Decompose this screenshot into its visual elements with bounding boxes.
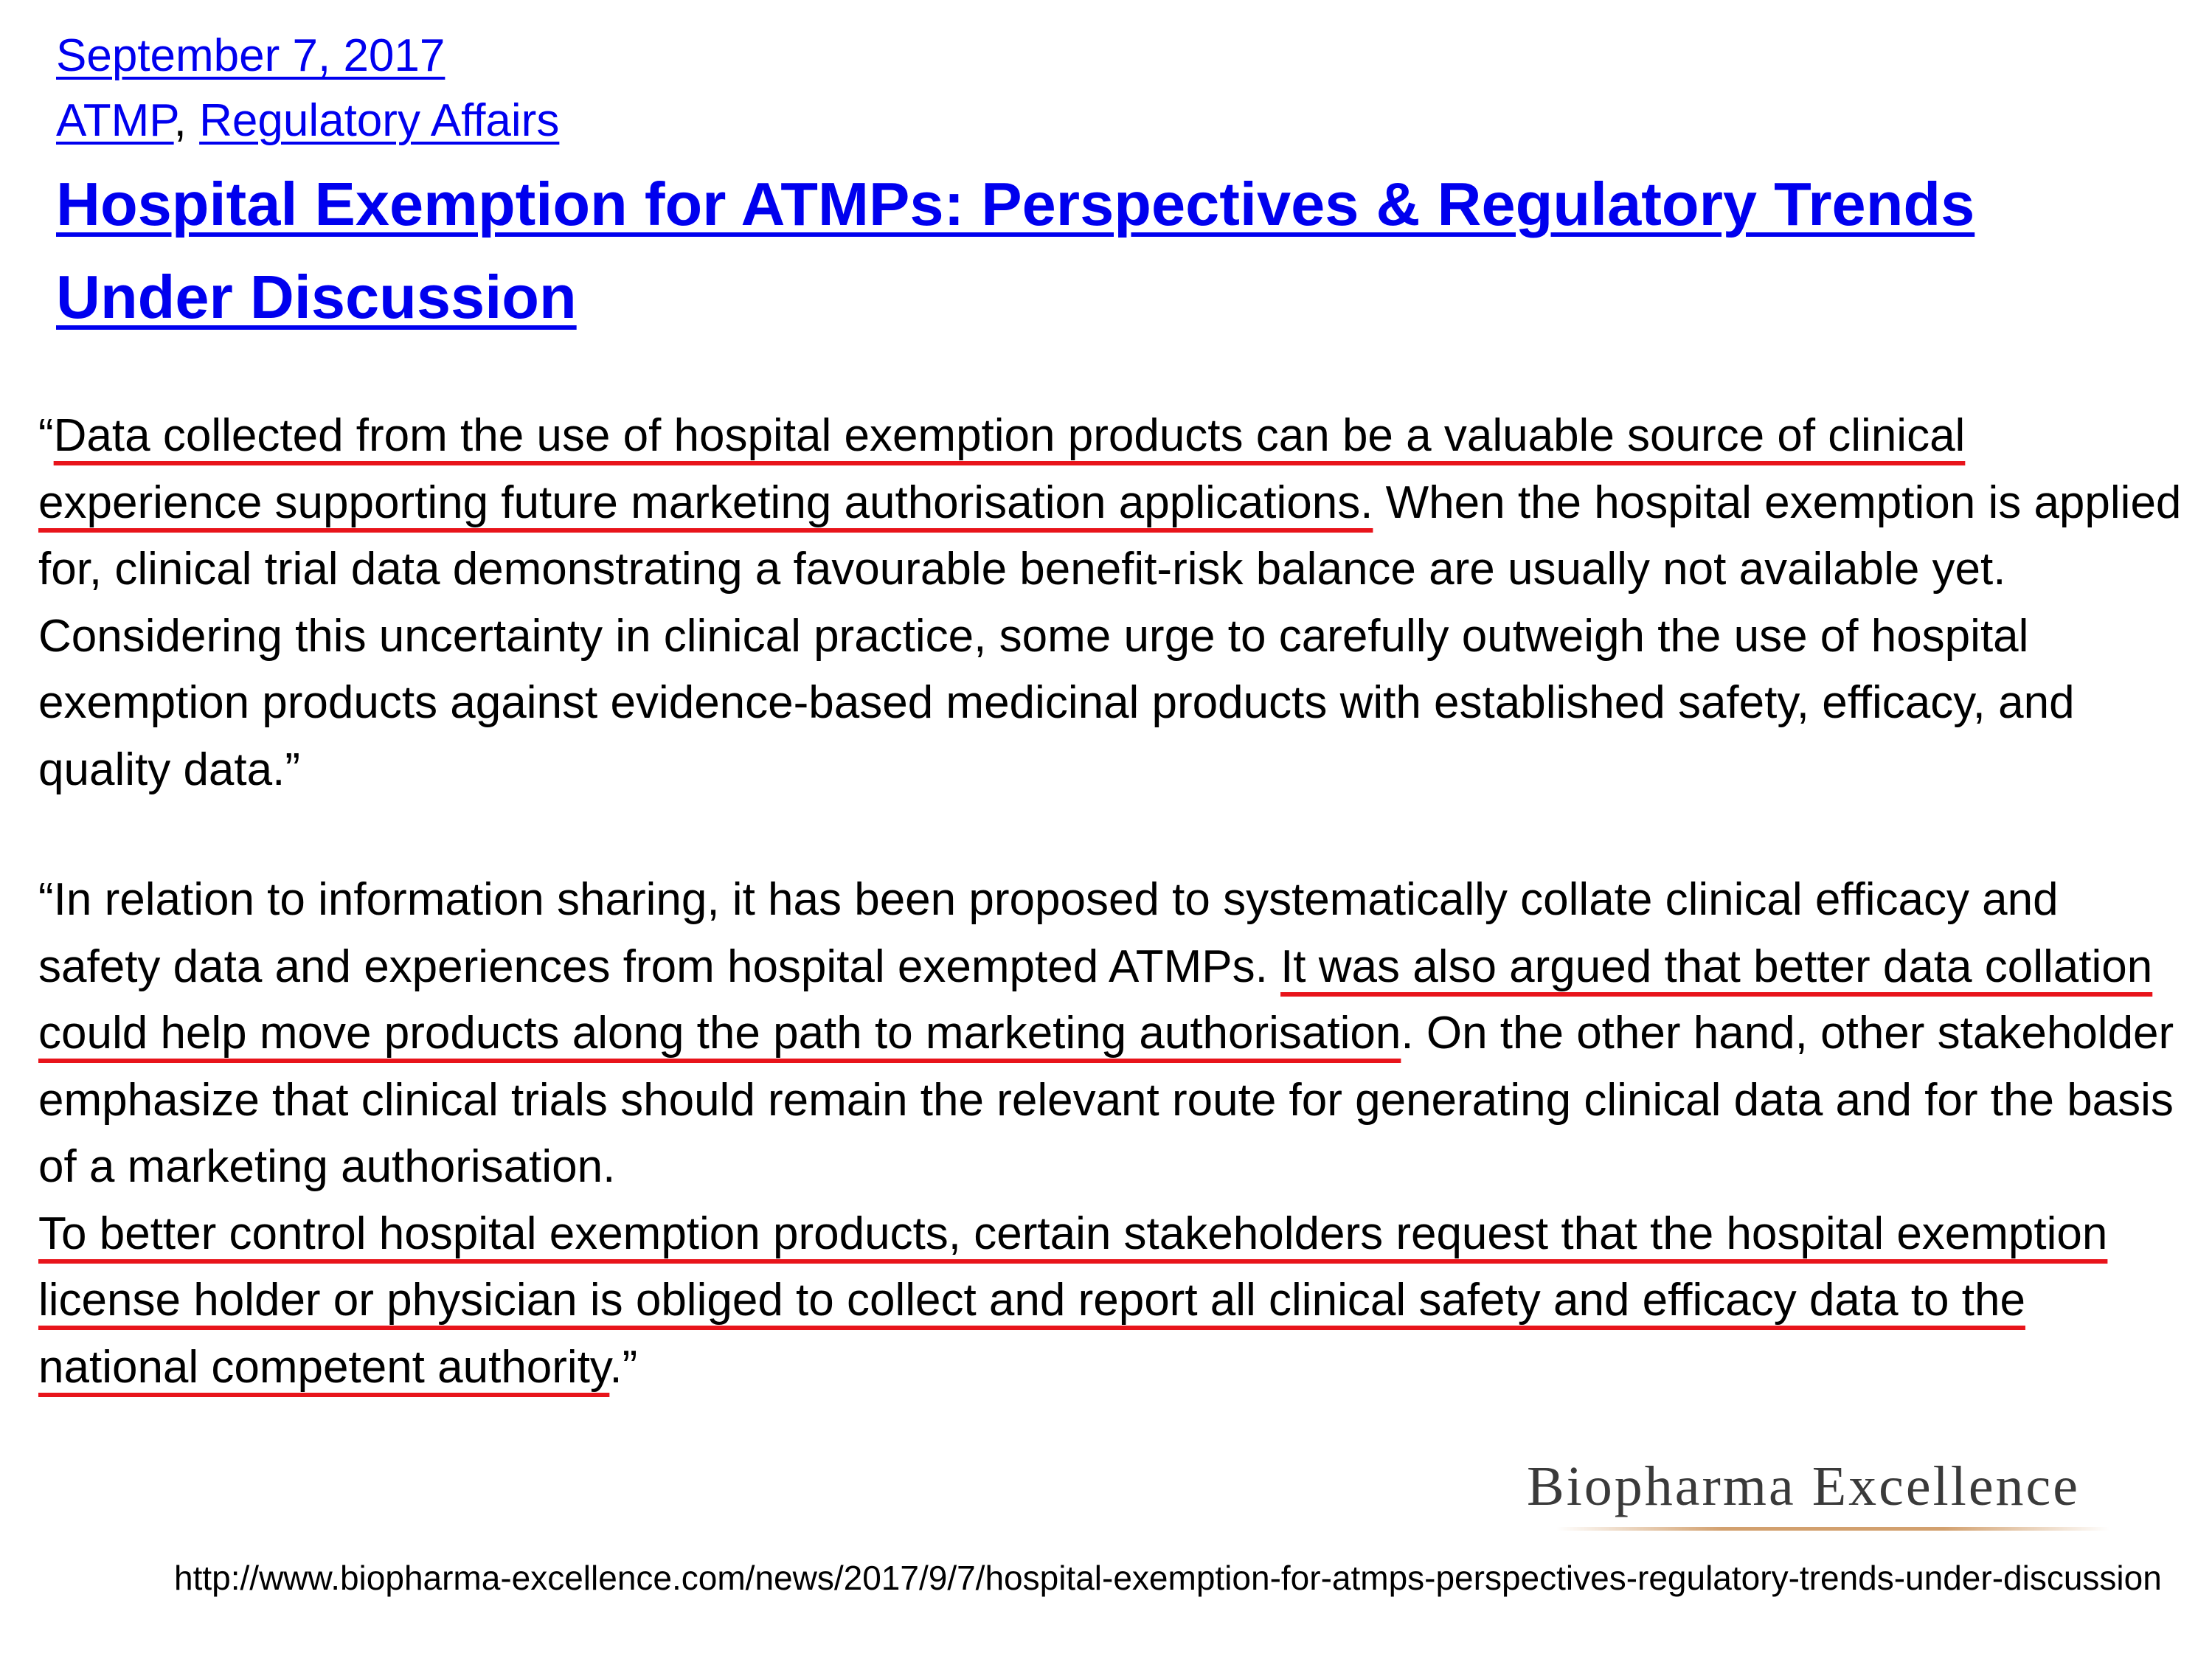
post-categories bbox=[56, 89, 559, 153]
quote-paragraph-1 bbox=[38, 403, 2192, 803]
category-link-atmp[interactable]: ATMP bbox=[56, 95, 174, 146]
article-title-link[interactable]: Hospital Exemption for ATMPs: Perspectives & Regulatory Trends Under Discussion bbox=[56, 170, 1975, 331]
post-date-line bbox=[56, 24, 445, 89]
category-link-regulatory-affairs[interactable]: Regulatory Affairs bbox=[199, 95, 560, 146]
logo-wordmark: Biopharma Excellence bbox=[1527, 1455, 2081, 1517]
quote-1-highlight: Data collected from the use of hospital exemption products can be a valuable source of clinical experience supporting future marketing authorisation applications. bbox=[38, 410, 1966, 528]
source-url: http://www.biopharma-excellence.com/news/2017/9/7/hospital-exemption-for-atmps-perspectives-regulatory-trends-under-discussion bbox=[174, 1559, 2162, 1597]
article-title bbox=[56, 158, 2166, 344]
quote-1-body: When the hospital exemption is applied for, clinical trial data demonstrating a favourable benefit-risk balance are usually not available yet. Considering this uncertainty in clinical practice, some urge to carefully outweigh the use of hospital exemption products against evidence-based medicinal products with established safety, efficacy, and quality data.” bbox=[38, 477, 2182, 795]
logo-underline-rule bbox=[1556, 1527, 2109, 1531]
quote-2-middle: . On the other hand, other stakeholder emphasize that clinical trials should remain the relevant route for generating clinical data and for the basis of a marketing authorisation. bbox=[38, 1008, 2174, 1192]
quote-2-close: .” bbox=[609, 1341, 638, 1393]
category-separator: , bbox=[173, 95, 187, 146]
quote-2-lead: “In relation to information sharing, it has been proposed to systematically collate clinical efficacy and safety data and experiences from hospital exempted ATMPs. bbox=[38, 874, 2059, 992]
quote-2-highlight-1: It was also argued that better data collation could help move products along the path to marketing authorisation bbox=[38, 941, 2153, 1059]
quote-2-highlight-2: To better control hospital exemption products, certain stakeholders request that the hospital exemption license holder or physician is obliged to collect and report all clinical safety and efficacy data to the national competent authority bbox=[38, 1208, 2108, 1393]
quote-paragraph-2 bbox=[38, 867, 2192, 1401]
post-date-link[interactable]: September 7, 2017 bbox=[56, 30, 445, 81]
biopharma-excellence-logo bbox=[1527, 1450, 2139, 1538]
quote-1-open-mark: “ bbox=[38, 410, 54, 461]
